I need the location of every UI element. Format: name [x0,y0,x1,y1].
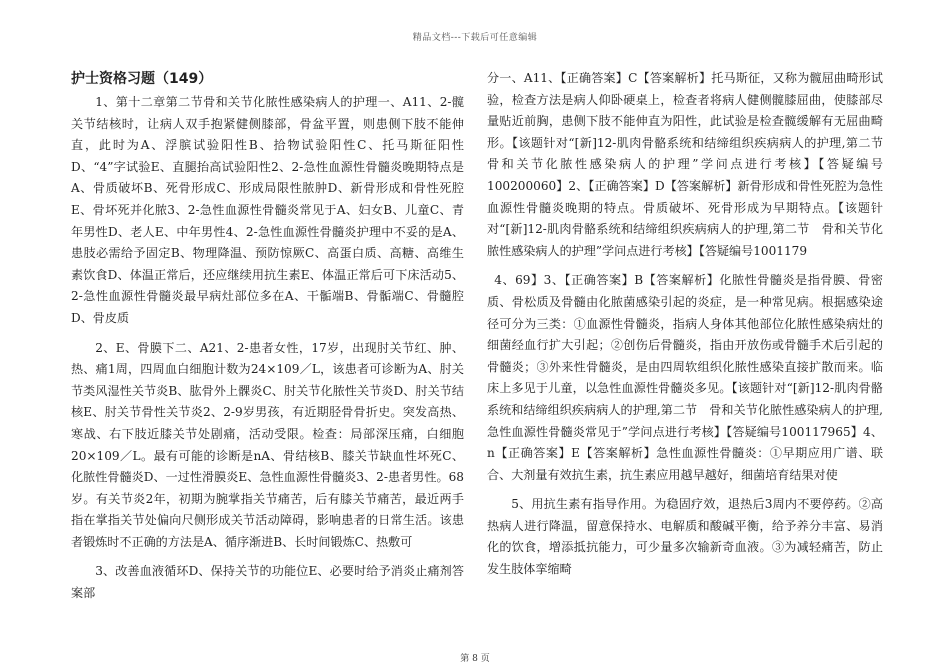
page-header-note: 精品文档---下载后可任意编辑 [412,33,538,43]
right-paragraph-3: 5、用抗生素有指导作用。为稳固疗效，退热后3周内不要停药。②高热病人进行降温，留意保持水、电解质和酸碱平衡，给予养分丰富、易消化的饮食，增添抵抗能力，可少量多次输新奇血液。③为减轻痛苦，防止发生肢体挛缩畸 [487,497,883,577]
right-paragraph-2: 4、69】3、【正确答案】B【答案解析】化脓性骨髓炎是指骨膜、骨密质、骨松质及骨髓由化脓菌感染引起的炎症，是一种常见病。根据感染途径可分为三类：①血源性骨髓炎，指病人身体其他部位化脓性感染病灶的细菌经血行扩大引起；②创伤后骨髓炎，指由开放伤或骨髓手术后引起的骨髓炎；③外来性骨髓炎，是由四周软组织化脓性感染直接扩散而来。临床上多见于儿童，以急性血源性骨髓炎多见。【该题针对“[新]12-肌肉骨骼系统和结缔组织疾病病人的护理,第二节 骨和关节化脓性感染病人的护理,急性血源性骨髓炎常见于”学问点进行考核】【答疑编号100117965】4、n【正确答案】E【答案解析】急性血源性骨髓炎：①早期应用广谱、联合、大剂量有效抗生素，抗生素应用越早越好，细菌培育结果对使 [487,273,883,482]
right-paragraph-1: 分一、A11、【正确答案】C【答案解析】托马斯征，又称为髋屈曲畸形试验，检查方法是病人仰卧硬桌上，检查者将病人健侧髋膝屈曲，使膝部尽量贴近前胸，患侧下肢不能伸直为阳性，此试验是检查髋缓解有无屈曲畸形。【该题针对“[新]12-肌肉骨骼系统和结缔组织疾病病人的护理,第二节 骨和关节化脓性感染病人的护理”学问点进行考核】【答疑编号100200060】2、【正确答案】D【答案解析】新骨形成和骨性死腔为急性血源性骨髓炎晚期的特点。骨质破坏、死骨形成为早期特点。【该题针对“[新]12-肌肉骨骼系统和结缔组织疾病病人的护理,第二节 骨和关节化脓性感染病人的护理”学问点进行考核】【答疑编号1001179 [487,71,896,258]
left-paragraph-2: 2、E、骨膜下二、A21、2-患者女性，17岁，出现肘关节红、肿、热、痛1周，四周血白细胞计数为24×109／L，该患者可诊断为A、肘关节类风湿性关节炎B、肱骨外上髁炎C、肘关节化脓性关节炎D、肘关节结核E、肘关节骨性关节炎2、2-9岁男孩，有近期胫骨骨折史。突发高热、寒战、右下肢近膝关节处剧痛，活动受限。检查：局部深压痛，白细胞20×109／L。最有可能的诊断是nA、骨结核B、膝关节缺血性坏死C、化脓性骨髓炎D、一过性滑膜炎E、急性血源性骨髓炎3、2-患者男性。68岁。有关节炎2年，初期为腕掌指关节痛苦，后有膝关节痛苦，最近两手指在掌指关节处偏向尺侧形成关节活动障碍，影响患者的日常生活。该患者锻炼时不正确的方法是A、循序渐进B、长时间锻炼C、热敷可 [71,340,464,549]
document-title: 护士资格习题（149） [71,71,213,87]
right-column [487,68,896,589]
page-number: 第 8 页 [460,654,490,664]
left-column [71,68,464,613]
left-paragraph-1: 1、第十二章第二节骨和关节化脓性感染病人的护理一、A11、2-髋关节结核时，让病人双手抱紧健侧膝部，骨盆平置，则患侧下肢不能伸直，此时为A、浮膑试验阳性B、拾物试验阳性C、托马斯征阳性D、“4”字试验E、直腿抬高试验阳性2、2-急性血源性骨髓炎晚期特点是A、骨质破坏B、死骨形成C、形成局限性脓肿D、新骨形成和骨性死腔E、骨坏死并化脓3、2-急性血源性骨髓炎常见于A、妇女B、儿童C、青年男性D、老人E、中年男性4、2-急性血源性骨髓炎护理中不妥的是A、患肢必需给予固定B、物理降温、预防惊厥C、高蛋白质、高糖、高维生素饮食D、体温正常后，还应继续用抗生素E、体温正常后可下床活动5、2-急性血源性骨髓炎最早病灶部位多在A、干骺端B、骨骺端C、骨髓腔D、骨皮质 [71,95,464,325]
left-paragraph-3: 3、改善血液循环D、保持关节的功能位E、必要时给予消炎止痛剂答案部 [71,564,464,601]
